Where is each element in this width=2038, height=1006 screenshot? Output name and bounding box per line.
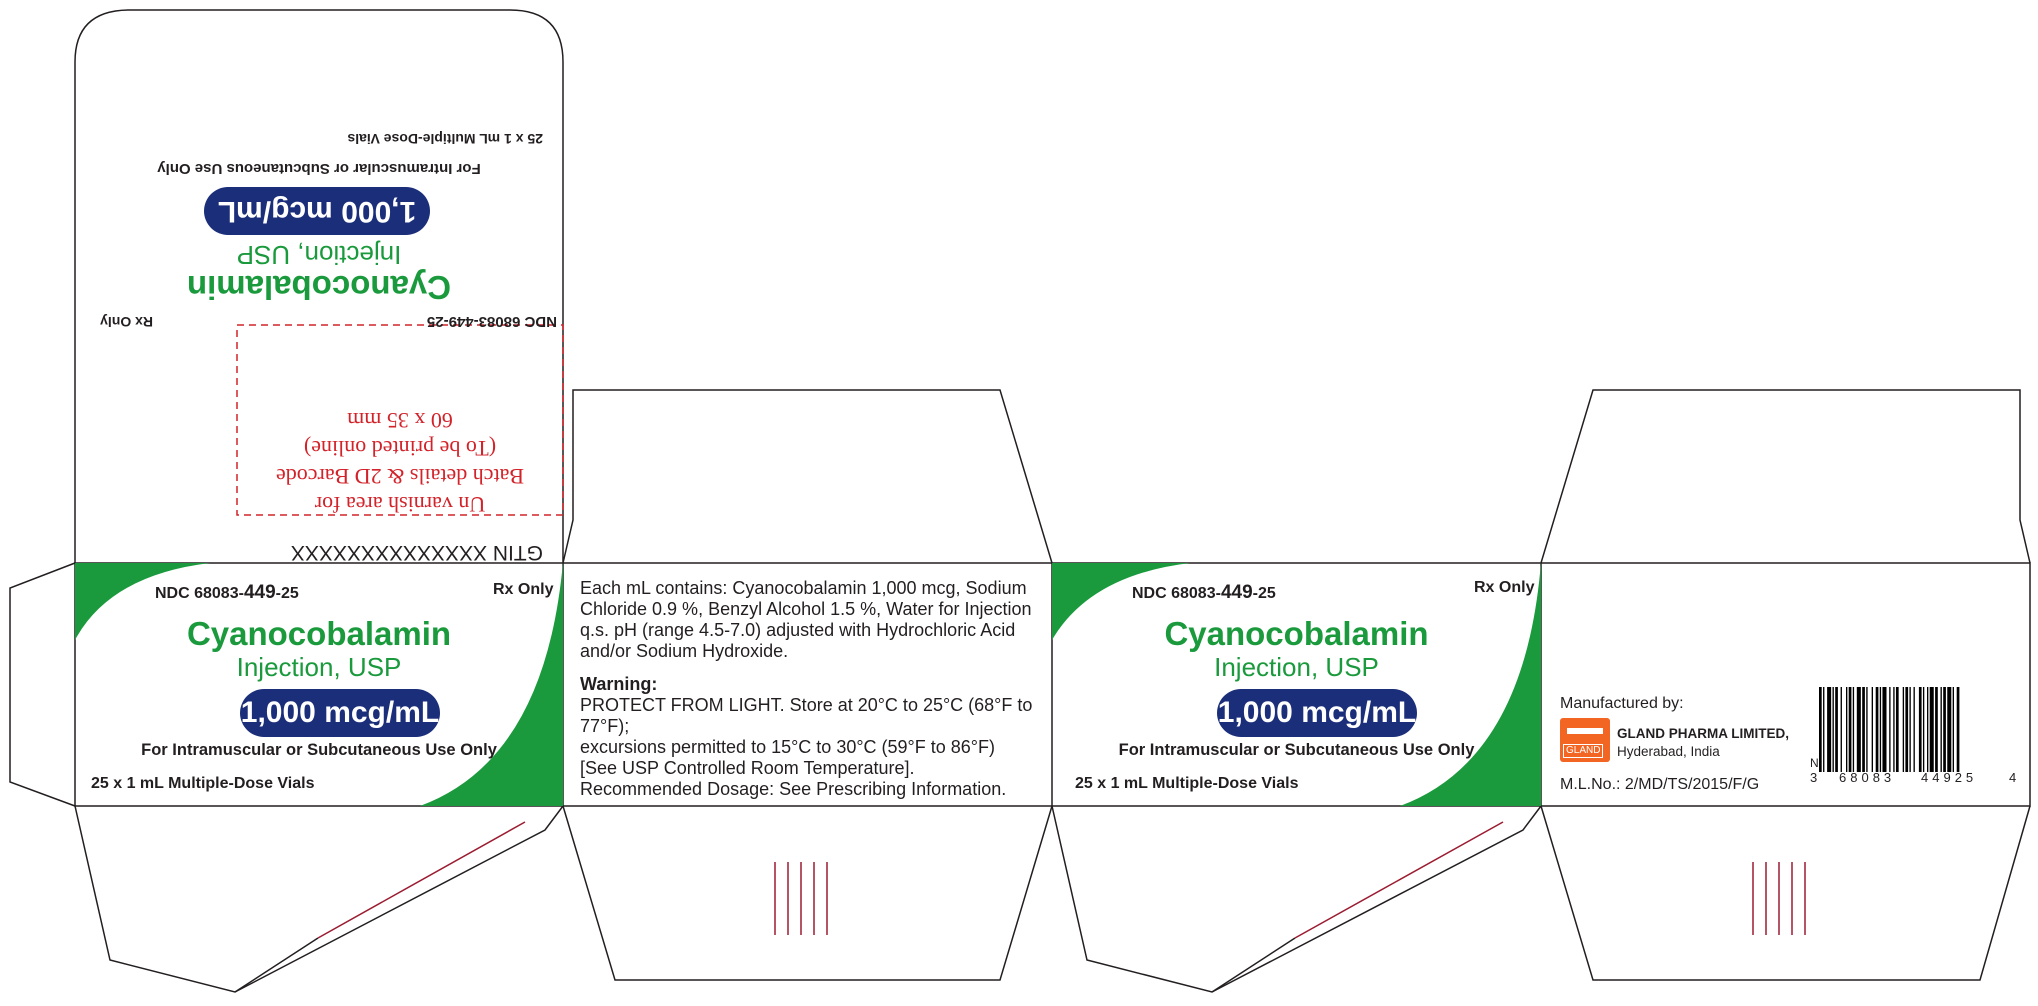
front-package: 25 x 1 mL Multiple-Dose Vials <box>91 775 315 792</box>
top-flap <box>75 60 563 564</box>
front2-strength: 1,000 mcg/mL <box>1217 689 1417 737</box>
warning-text: PROTECT FROM LIGHT. Store at 20°C to 25°C (68°F to 77°F); excursions permitted to 15°C to 30°C (59°F to 86°F) [See USP Controlled Room Temperature]. Recommended Dosage: See Prescribing Information. <box>580 695 1033 799</box>
front2-ndc: NDC 68083-449-25 <box>1132 582 1276 603</box>
barcode-bar <box>1841 687 1842 772</box>
company-location: Hyderabad, India <box>1617 744 1720 759</box>
top-flap-package: 25 x 1 mL Multiple-Dose Vials <box>347 131 543 147</box>
top-flap-product-name: Cyanocobalamin <box>186 269 452 306</box>
dust-flap-2 <box>1541 390 2030 563</box>
front2-product-name: Cyanocobalamin <box>1164 615 1429 652</box>
barcode-bar <box>1819 687 1822 772</box>
composition: Each mL contains: Cyanocobalamin 1,000 mcg, Sodium Chloride 0.9 %, Benzyl Alcohol 1.5 %, Water for Injection q.s. pH (range 4.5-7.0) adjusted with Hydrochloric Acid and/or Sodium Hydroxide. <box>580 578 1032 661</box>
barcode-bar <box>1849 687 1852 772</box>
barcode-bar <box>1957 687 1960 772</box>
barcode-bar <box>1947 687 1951 772</box>
barcode-bar <box>1835 687 1838 772</box>
barcode-bar <box>1914 687 1915 772</box>
top-flap-route: For Intramuscular or Subcutaneous Use Only <box>157 160 481 177</box>
bottom-flap-1 <box>75 806 563 992</box>
bottom-flap-3 <box>1052 806 1541 992</box>
barcode-bar <box>1882 687 1886 772</box>
barcode-bar <box>1919 687 1922 772</box>
barcode-bar <box>1823 687 1824 772</box>
front2-dosage-form: Injection, USP <box>1214 652 1379 682</box>
barcode-digits-right: 44925 <box>1921 770 1978 785</box>
bottom-flap-2 <box>563 806 1052 980</box>
barcode-bar <box>1827 687 1831 772</box>
barcode-bar <box>1935 687 1938 772</box>
front-panel-2 <box>1052 563 1541 806</box>
barcode-bar <box>1953 687 1954 772</box>
license-number: M.L.No.: 2/MD/TS/2015/F/G <box>1560 776 1760 793</box>
glue-flap <box>10 563 75 806</box>
gland-logo-text: GLAND <box>1563 744 1603 758</box>
barcode-digits-middle: 68083 <box>1839 770 1896 785</box>
barcode-bar <box>1943 687 1946 772</box>
barcode-bar <box>1833 687 1834 772</box>
company-name: GLAND PHARMA LIMITED, <box>1617 726 1789 741</box>
barcode-bars <box>1819 687 2004 772</box>
barcode-bar <box>1893 687 1894 772</box>
unvarnish-text: Un varnish area for Batch details & 2D Barcode (To be printed online) 60 x 35 mm <box>275 408 525 517</box>
barcode-bar <box>1923 687 1924 772</box>
manufacturer-panel <box>1541 563 2030 806</box>
barcode-bar <box>1862 687 1865 772</box>
warning-heading: Warning: <box>580 674 658 694</box>
side-panel <box>580 578 1050 800</box>
barcode-bar <box>1872 687 1873 772</box>
front2-rx-only: Rx Only <box>1474 579 1535 596</box>
top-flap-rx-only: Rx Only <box>100 314 153 330</box>
barcode-bar <box>1889 687 1890 772</box>
barcode-bar <box>1866 687 1867 772</box>
barcode-bar <box>1880 687 1881 772</box>
barcode-bar <box>1903 687 1904 772</box>
front-route: For Intramuscular or Subcutaneous Use Only <box>141 741 497 759</box>
front-dosage-form: Injection, USP <box>236 652 402 682</box>
barcode-bar <box>1857 687 1861 772</box>
gtin: GTIN XXXXXXXXXXXXXX <box>290 541 543 564</box>
barcode-check-digit: 4 <box>2009 770 2017 785</box>
front-product-name: Cyanocobalamin <box>186 615 452 652</box>
gland-logo <box>1560 718 1610 762</box>
barcode-top-left: N <box>1810 756 1819 770</box>
top-flap-strength: 1,000 mcg/mL <box>204 187 430 235</box>
barcode <box>1810 687 2017 787</box>
barcode-bar <box>1927 687 1928 772</box>
top-flap-ndc: NDC 68083-449-25 <box>426 313 557 330</box>
barcode-bar <box>1905 687 1908 772</box>
barcode-bar <box>1876 687 1879 772</box>
front2-package: 25 x 1 mL Multiple-Dose Vials <box>1075 775 1299 792</box>
top-flap-dosage-form: Injection, USP <box>236 240 402 270</box>
bottom-flap-4 <box>1541 806 2030 980</box>
front-ndc: NDC 68083-449-25 <box>155 582 299 603</box>
barcode-bar <box>1896 687 1899 772</box>
barcode-bar <box>1909 687 1910 772</box>
barcode-bar <box>1853 687 1854 772</box>
barcode-digit-left: 3 <box>1810 770 1818 785</box>
barcode-bar <box>1846 687 1847 772</box>
manufactured-by-label: Manufactured by: <box>1560 695 1684 712</box>
barcode-bar <box>1930 687 1934 772</box>
front-rx-only: Rx Only <box>493 581 554 598</box>
dust-flap-1 <box>563 390 1052 563</box>
front2-route: For Intramuscular or Subcutaneous Use Only <box>1118 741 1475 759</box>
front-panel-1 <box>75 563 563 806</box>
front-strength: 1,000 mcg/mL <box>240 689 440 737</box>
barcode-bar <box>1941 687 1942 772</box>
